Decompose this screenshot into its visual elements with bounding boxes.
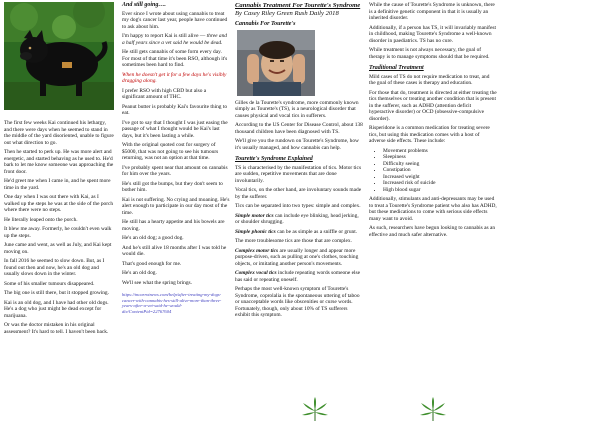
col3-text: can be as simple as a sniffle or grunt. xyxy=(275,228,358,235)
dog-photo-illustration xyxy=(4,2,114,110)
side-effects-list xyxy=(369,148,497,194)
list-item: • Sleepiness xyxy=(383,154,497,161)
col3-text: include repeating words someone else has said or repeating oneself. xyxy=(235,270,361,283)
col3-paragraph: We'll give you the rundown on Tourette's Syndrome, how it's usually managed, and how cannabis can help. xyxy=(235,138,359,151)
section-heading: And still going…. xyxy=(122,2,166,8)
col2-paragraph: We'll see what the spring brings. xyxy=(122,279,193,286)
list-item: • High blood sugar xyxy=(383,187,497,194)
col2-text: I'm happy to report Kai is still alive — xyxy=(122,33,207,39)
col1-paragraph: He'd greet me when I came in, and he spent more time in the yard. xyxy=(4,178,111,191)
col2-paragraph: And he's still alive 18 months after I was told he would die. xyxy=(122,244,227,257)
cannabis-leaf-icon xyxy=(419,397,447,423)
col2-paragraph: I prefer RSO with high CBD but also a significant amount of THC. xyxy=(122,87,207,100)
col2-italic-text: three and a half years since a vet said he would be dead. xyxy=(122,33,227,46)
col1-paragraph: One day when I was out there with Kai, as I walked up the steps he was at the side of the porch where there were no steps. xyxy=(4,194,114,213)
highlighted-quote: When he doesn't get it for a few days he's visibly dragging along. xyxy=(122,71,227,84)
tourettes-photo xyxy=(237,30,315,96)
col2-paragraph: He still gets cannabis of some form every day. For most of that time it's been RSO, although it's sometimes been hard to find. xyxy=(122,49,228,68)
col4-paragraph: Risperidone is a common medication for treating severe tics, but using this medication comes with a host of adverse side effects. These include: xyxy=(369,125,490,144)
col1-paragraph: Some of his smaller tumours disappeared. xyxy=(4,280,95,287)
col3-paragraph: The more troublesome tics are those that are complex. xyxy=(235,238,352,244)
term-simple-phonic: Simple phonic tics xyxy=(235,228,276,235)
cannabis-leaf-icon xyxy=(301,397,329,423)
term-simple-motor: Simple motor tics xyxy=(235,212,274,219)
col1-paragraph: In fall 2016 he seemed to slow down. But, as I found out then and now, he's an old dog and usually slows down in the winter. xyxy=(4,258,105,277)
section-heading: Tourette's Syndrome Explained xyxy=(235,156,313,162)
col1-paragraph: Then he started to perk up. He was more alert and energetic, and started behaving as he used to. He'd bark to let me know someone was approaching the front door. xyxy=(4,149,114,175)
col3-paragraph xyxy=(235,248,363,268)
col3-text: can include eye blinking, head jerking, or shoulder shrugging. xyxy=(235,212,359,225)
article-title: Cannabis Treatment For Tourette's Syndrome xyxy=(235,2,361,9)
col4-paragraph: While treatment is not always necessary, the goal of therapy is to manage symptoms should that be required. xyxy=(369,47,490,60)
column-treatment xyxy=(369,2,497,241)
col2-paragraph: Ever since I wrote about using cannabis to treat my dog's cancer last year, people have continued to ask about him. xyxy=(122,10,228,30)
section-heading: Traditional Treatment xyxy=(369,65,424,71)
col1-paragraph: He literally leaped onto the porch. xyxy=(4,216,78,223)
col4-paragraph: As such, researchers have begun looking to cannabis as an effective and much safer alternative. xyxy=(369,225,496,238)
col2-paragraph: Kai is not suffering. No crying and moaning. He's alert enough to participate in our day most of the time. xyxy=(122,196,230,216)
col2-paragraph: He still has a hearty appetite and his bowels are moving. xyxy=(122,219,225,232)
col2-paragraph: That's good enough for me. xyxy=(122,260,182,267)
list-item: • Difficulty seeing xyxy=(383,161,497,168)
col3-paragraph: Perhaps the most well-known symptom of Tourette's Syndrome, coprolalia is the spontaneous uttering of taboo or unacceptable words like obscenities or curse words. Fortunately, though, only about 10% of TS sufferers exhibit this symptom. xyxy=(235,286,360,318)
col2-paragraph: I've got to say that I thought I was just easing the passage of what I thought would be Kai's last days, but it's been lasting a while. xyxy=(122,119,228,139)
column-dog-story xyxy=(4,0,114,338)
col4-paragraph: Additionally, stimulants and anti-depressants may be used to treat a Tourette's Syndrome patient who also has ADHD, but these medications to come with serious side effects many want to avoid. xyxy=(369,196,497,222)
col1-paragraph: Kai is an old dog, and I have had other old dogs. He's a dog who just might be dead except for marijuana. xyxy=(4,299,109,319)
col3-paragraph xyxy=(235,213,363,226)
col1-paragraph: It blew me away. Formerly, he couldn't even walk up the steps. xyxy=(4,226,112,239)
col1-paragraph: Or was the doctor mistaken in his original assessment? It's hard to tell. I haven't been back. xyxy=(4,322,109,335)
list-item: • Constipation xyxy=(383,167,497,174)
tourettes-photo-illustration xyxy=(237,30,315,96)
col3-paragraph: Gilles de la Tourette's syndrome, more commonly known simply as Tourette's (TS), is a neurological disorder that causes physical and vocal tics in sufferers. xyxy=(235,99,359,119)
col1-paragraph: The big one is still there, but it stopped growing. xyxy=(4,290,109,296)
article-author: By Casey Riley Green Rush Daily 2018 xyxy=(235,10,339,17)
col2-paragraph xyxy=(122,33,230,46)
col3-paragraph: Vocal tics, on the other hand, are involuntary sounds made by the sufferer. xyxy=(235,187,362,200)
col3-paragraph: Tics can be separated into two types: simple and complex. xyxy=(235,203,361,209)
col2-paragraph: He's an old dog. xyxy=(122,270,157,276)
source-link[interactable]: https://mcarrotnews.com/help/after-treating-my-dogs-cancer-with-cannabis-hes-still-alive-more-than-three-years-after-a-vet-said-he-would-die/ContentPid=22767604 xyxy=(122,292,222,314)
article-subtitle: Cannabis For Tourette's xyxy=(235,21,296,27)
col1-paragraph: June came and went, as well as July, and Kai kept moving on. xyxy=(4,242,112,255)
dog-photo xyxy=(4,2,114,110)
term-complex-motor: Complex motor tics xyxy=(235,247,279,254)
col3-paragraph xyxy=(235,270,363,283)
col1-paragraph: The first few weeks Kai continued his lethargy, and there were days when he seemed to stand in the middle of the yard disoriented, unable to figure out what direction to go. xyxy=(4,120,114,146)
col2-paragraph: He's an old dog; a good dog. xyxy=(122,235,184,241)
term-complex-vocal: Complex vocal tics xyxy=(235,270,277,276)
list-item: • Increased weight xyxy=(383,174,497,181)
col3-paragraph: According to the US Center for Disease Control, about 138 thousand children have been diagnosed with TS. xyxy=(235,122,363,135)
col2-paragraph: With the original quoted cost for surgery of $5000, that was not going to see his tumours returning, was not an option at that time. xyxy=(122,142,219,161)
col4-paragraph: Additionally, if a person has TS, it will invariably manifest in childhood, making Tourette's Syndrome a well-known disorder in paediatrics. TS has no cure. xyxy=(369,24,496,44)
col4-paragraph: For those that do, treatment is directed at either treating the tics themselves or treating another condition that is present in the sufferer, such as ADHD (attention deficit hyperactive disorder) or OCD (obsessive-compulsive disorder). xyxy=(369,89,497,122)
column-tourettes xyxy=(235,2,363,322)
list-item: • Movement problems xyxy=(383,148,497,155)
col2-paragraph: Peanut butter is probably Kai's favourite thing to eat. xyxy=(122,103,228,116)
col2-paragraph: He's still got the bumps, but they don't seem to bother him. xyxy=(122,180,223,193)
col4-paragraph: Mild cases of TS do not require medication to treat, and the goal of these cases is therapy and education. xyxy=(369,73,490,86)
col3-paragraph: TS is characterised by the manifestation of tics. Motor tics are sudden, repetitive movements that are done involuntarily. xyxy=(235,164,362,184)
column-still-going xyxy=(122,2,230,314)
col3-paragraph xyxy=(235,229,363,236)
article-title-bar xyxy=(235,2,363,18)
col3-text: are usually longer and appear more purpose-driven, such as pulling at one's clothes, touching objects, or imitating another person's movements. xyxy=(235,247,359,267)
col4-paragraph: While the cause of Tourette's Syndrome is unknown, there is a definitive genetic component in that it is usually an inherited disorder. xyxy=(369,2,495,21)
list-item: • Increased risk of suicide xyxy=(383,180,497,187)
col2-paragraph: I've probably spent near that amount on cannabis for him over the years. xyxy=(122,164,228,177)
